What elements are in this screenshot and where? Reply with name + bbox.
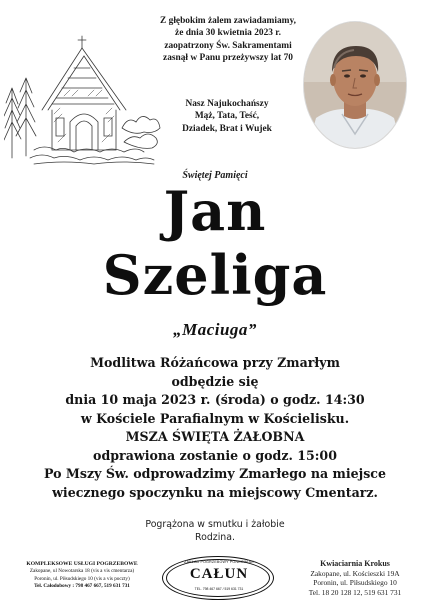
announcement-line: Po Mszy Św. odprowadzimy Zmarłego na miejsce xyxy=(44,466,386,481)
florist-address: Zakopane, ul. Kościeszki 19A xyxy=(310,568,400,578)
intro-text xyxy=(150,15,306,65)
announcement-line: w Kościele Parafialnym w Kościelisku. xyxy=(80,410,350,426)
florist-name: Kwiaciarnia Krokus xyxy=(320,559,390,568)
florist-phone: Tel. 18 20 128 12, 519 631 731 xyxy=(308,587,402,597)
announcement-line: odbędzie się xyxy=(171,373,259,389)
intro-line: zasnął w Panu przeżywszy lat 70 xyxy=(163,53,293,64)
calun-logo xyxy=(162,556,276,600)
florist-info xyxy=(282,559,428,597)
florist-address: Poronin, ul. Piłsudskiego 10 xyxy=(313,578,397,588)
funeral-home-address: Poronin, ul. Piłsudskiego 10 (vis a vis poczty) xyxy=(34,575,130,582)
intro-line: Z głębokim żalem zawiadamiamy, xyxy=(160,16,296,26)
announcement-line: dnia 10 maja 2023 r. (środa) o godz. 14:30 xyxy=(65,392,365,407)
deceased-nickname: „Maciuga” xyxy=(173,320,257,339)
funeral-home-phone: Tel. Całodobowy : 798 467 667, 519 631 731 xyxy=(34,583,130,590)
closing-line: Rodzina. xyxy=(195,532,235,543)
announcement-line: odprawiona zostanie o godz. 15:00 xyxy=(93,447,337,463)
announcement-line: Modlitwa Różańcowa przy Zmarłym xyxy=(90,355,340,370)
chapel-illustration xyxy=(4,18,164,168)
intro-line: zaopatrzony Św. Sakramentami xyxy=(164,40,292,51)
family-line: Dziadek, Brat i Wujek xyxy=(182,123,272,134)
logo-bottom-text: TEL. 798 467 667 / 519 631 731 xyxy=(194,587,244,591)
family-text xyxy=(162,98,292,135)
logo-name: CAŁUN xyxy=(189,566,249,582)
intro-line: że dnia 30 kwietnia 2023 r. xyxy=(175,28,281,39)
portrait-photo xyxy=(304,22,406,148)
memory-label: Świętej Pamięci xyxy=(182,170,248,181)
closing-text xyxy=(0,518,430,544)
funeral-home-address: Zakopane, ul Nowotarska 18 (vis a vis cmentarza) xyxy=(29,568,135,575)
funeral-home-title: KOMPLEKSOWE USŁUGI POGRZEBOWE xyxy=(26,561,138,567)
logo-top-text: ZAKŁAD POGRZEBOWY PONKOWIAK xyxy=(184,560,254,564)
family-line: Mąż, Tata, Teść, xyxy=(194,111,260,122)
announcement-line: wiecznego spoczynku na miejscowy Cmentarz. xyxy=(52,484,378,500)
deceased-first-name: Jan xyxy=(163,179,267,243)
announcement-line: MSZA ŚWIĘTA ŻAŁOBNA xyxy=(125,429,305,444)
deceased-last-name: Szeliga xyxy=(102,243,328,307)
funeral-announcement xyxy=(0,354,430,502)
closing-line: Pogrążona w smutku i żałobie xyxy=(145,519,285,530)
family-line: Nasz Najukochańszy xyxy=(185,99,269,109)
funeral-home-info xyxy=(6,561,158,591)
